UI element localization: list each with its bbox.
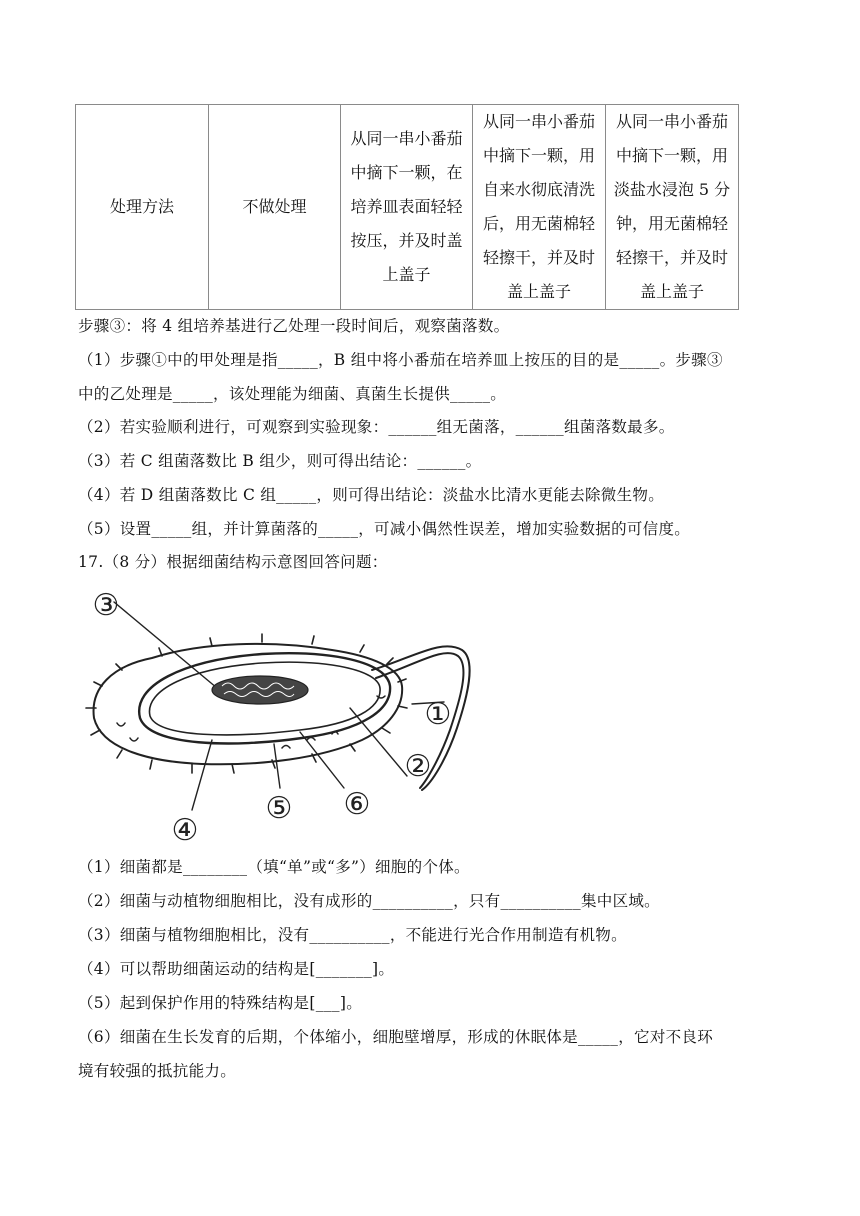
- q17-2: （2）细菌与动植物细胞相比，没有成形的__________，只有__________集中区域。: [78, 892, 660, 910]
- label-4: ④: [171, 813, 199, 843]
- problem-17-heading: 17.（8 分）根据细菌结构示意图回答问题：: [78, 553, 388, 571]
- label-2: ②: [404, 749, 432, 784]
- q17-5: （5）起到保护作用的特殊结构是[___]。: [78, 994, 363, 1012]
- treatment-table: [75, 104, 739, 310]
- label-3: ③: [92, 588, 120, 623]
- question-1-cont: 中的乙处理是_____，该处理能为细菌、真菌生长提供_____。: [78, 385, 507, 403]
- question-5: （5）设置_____组，并计算菌落的_____，可减小偶然性误差，增加实验数据的可信度。: [78, 520, 691, 538]
- table-cell: 从同一串小番茄中摘下一颗，在培养皿表面轻轻按压，并及时盖上盖子: [341, 105, 473, 310]
- q17-4: （4）可以帮助细菌运动的结构是[_______]。: [78, 960, 395, 978]
- label-1: ①: [424, 697, 452, 732]
- table-row-header: 处理方法: [76, 105, 209, 310]
- q17-6: （6）细菌在生长发育的后期，个体缩小，细胞壁增厚，形成的休眠体是_____，它对不良环: [78, 1028, 714, 1046]
- label-5: ⑤: [265, 791, 293, 826]
- q17-1: （1）细菌都是________（填“单”或“多”）细胞的个体。: [78, 858, 470, 876]
- label-6: ⑥: [343, 787, 371, 822]
- step3-text: 步骤③：将 4 组培养基进行乙处理一段时间后，观察菌落数。: [78, 317, 510, 335]
- leader-lines: [114, 602, 444, 810]
- table-row: [76, 105, 739, 310]
- question-4: （4）若 D 组菌落数比 C 组_____，则可得出结论：淡盐水比清水更能去除微生物。: [78, 486, 665, 504]
- table-cell: 从同一串小番茄中摘下一颗，用自来水彻底清洗后，用无菌棉轻轻擦干，并及时盖上盖子: [473, 105, 606, 310]
- table-cell: 不做处理: [209, 105, 341, 310]
- question-3: （3）若 C 组菌落数比 B 组少，则可得出结论：______。: [78, 452, 482, 470]
- question-1: （1）步骤①中的甲处理是指_____，B 组中将小番茄在培养皿上按压的目的是_____。步骤③: [78, 351, 723, 369]
- q17-6-cont: 境有较强的抵抗能力。: [78, 1062, 237, 1080]
- q17-3: （3）细菌与植物细胞相比，没有__________，不能进行光合作用制造有机物。: [78, 926, 627, 944]
- table-cell: 从同一串小番茄中摘下一颗，用淡盐水浸泡 5 分钟，用无菌棉轻轻擦干，并及时盖上盖子: [606, 105, 739, 310]
- question-2: （2）若实验顺利进行，可观察到实验现象：______组无菌落，______组菌落数最多。: [78, 418, 675, 436]
- bacteria-diagram: [82, 578, 482, 843]
- nuclear-region: [212, 676, 308, 704]
